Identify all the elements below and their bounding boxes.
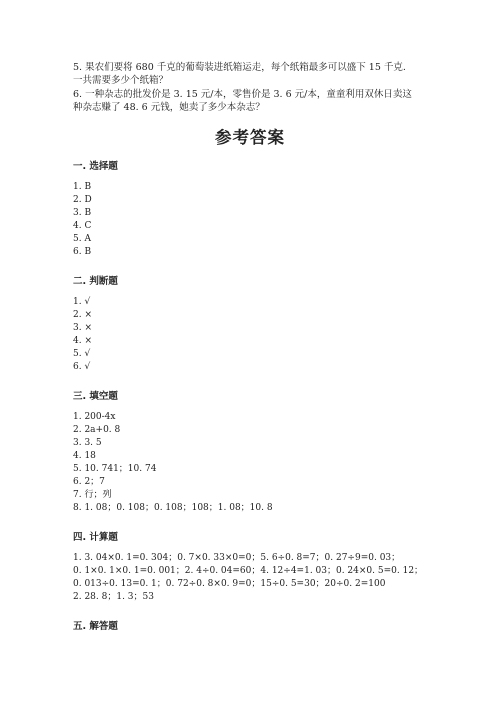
section-heading-solve: 五. 解答题 (73, 621, 118, 632)
choice-answer-4: 4. C (73, 221, 92, 231)
judge-answer-1: 1. √ (73, 297, 91, 307)
fill-answer-6: 6. 2；7 (73, 477, 105, 487)
judge-answer-4: 4. × (73, 336, 92, 346)
section-heading-calc: 四. 计算题 (73, 532, 118, 543)
fill-answer-4: 4. 18 (73, 451, 96, 461)
choice-answer-1: 1. B (73, 182, 92, 192)
judge-answer-2: 2. × (73, 310, 92, 320)
section-heading-judge: 二. 判断题 (73, 276, 118, 287)
choice-answer-2: 2. D (73, 195, 92, 205)
choice-answer-3: 3. B (73, 208, 92, 218)
choice-answer-6: 6. B (73, 247, 92, 257)
problem-5-line-1: 5. 果农们要将 680 千克的葡萄装进纸箱运走，每个纸箱最多可以盛下 15 千克. (73, 62, 406, 73)
section-heading-choice: 一. 选择题 (73, 161, 118, 172)
fill-answer-2: 2. 2a+0. 8 (73, 425, 121, 435)
fill-answer-7: 7. 行；列 (73, 490, 112, 500)
fill-answer-5: 5. 10. 741；10. 74 (73, 464, 157, 474)
calc-answer-line-1: 1. 3. 04×0. 1=0. 304；0. 7×0. 33×0=0；5. 6÷0. 8=7；0. 27÷9=0. 03； (73, 553, 401, 563)
calc-answer-line-3: 0. 013÷0. 13=0. 1；0. 72÷0. 8×0. 9=0；15÷0. 5=30；20÷0. 2=100 (73, 579, 386, 589)
judge-answer-6: 6. √ (73, 362, 91, 372)
calc-answer-line-2: 0. 1×0. 1×0. 1=0. 001；2. 4÷0. 04=60；4. 12÷4=1. 03；0. 24×0. 5=0. 12； (73, 566, 424, 576)
problem-6-line-1: 6. 一种杂志的批发价是 3. 15 元/本，零售价是 3. 6 元/本，童童利用双休日卖这 (73, 89, 412, 100)
fill-answer-3: 3. 3. 5 (73, 438, 102, 448)
problem-5-line-2: 一共需要多少个纸箱？ (73, 75, 169, 86)
problem-6-line-2: 种杂志赚了 48. 6 元钱，她卖了多少本杂志？ (73, 102, 265, 113)
section-heading-fill: 三. 填空题 (73, 391, 118, 402)
answer-key-title: 参考答案 (215, 128, 285, 147)
fill-answer-8: 8. 1. 08；0. 108；0. 108；108；1. 08；10. 8 (73, 503, 273, 513)
fill-answer-1: 1. 200-4x (73, 412, 116, 422)
calc-answer-line-4: 2. 28. 8；1. 3；53 (73, 592, 154, 602)
judge-answer-5: 5. √ (73, 349, 91, 359)
judge-answer-3: 3. × (73, 323, 92, 333)
choice-answer-5: 5. A (73, 234, 91, 244)
